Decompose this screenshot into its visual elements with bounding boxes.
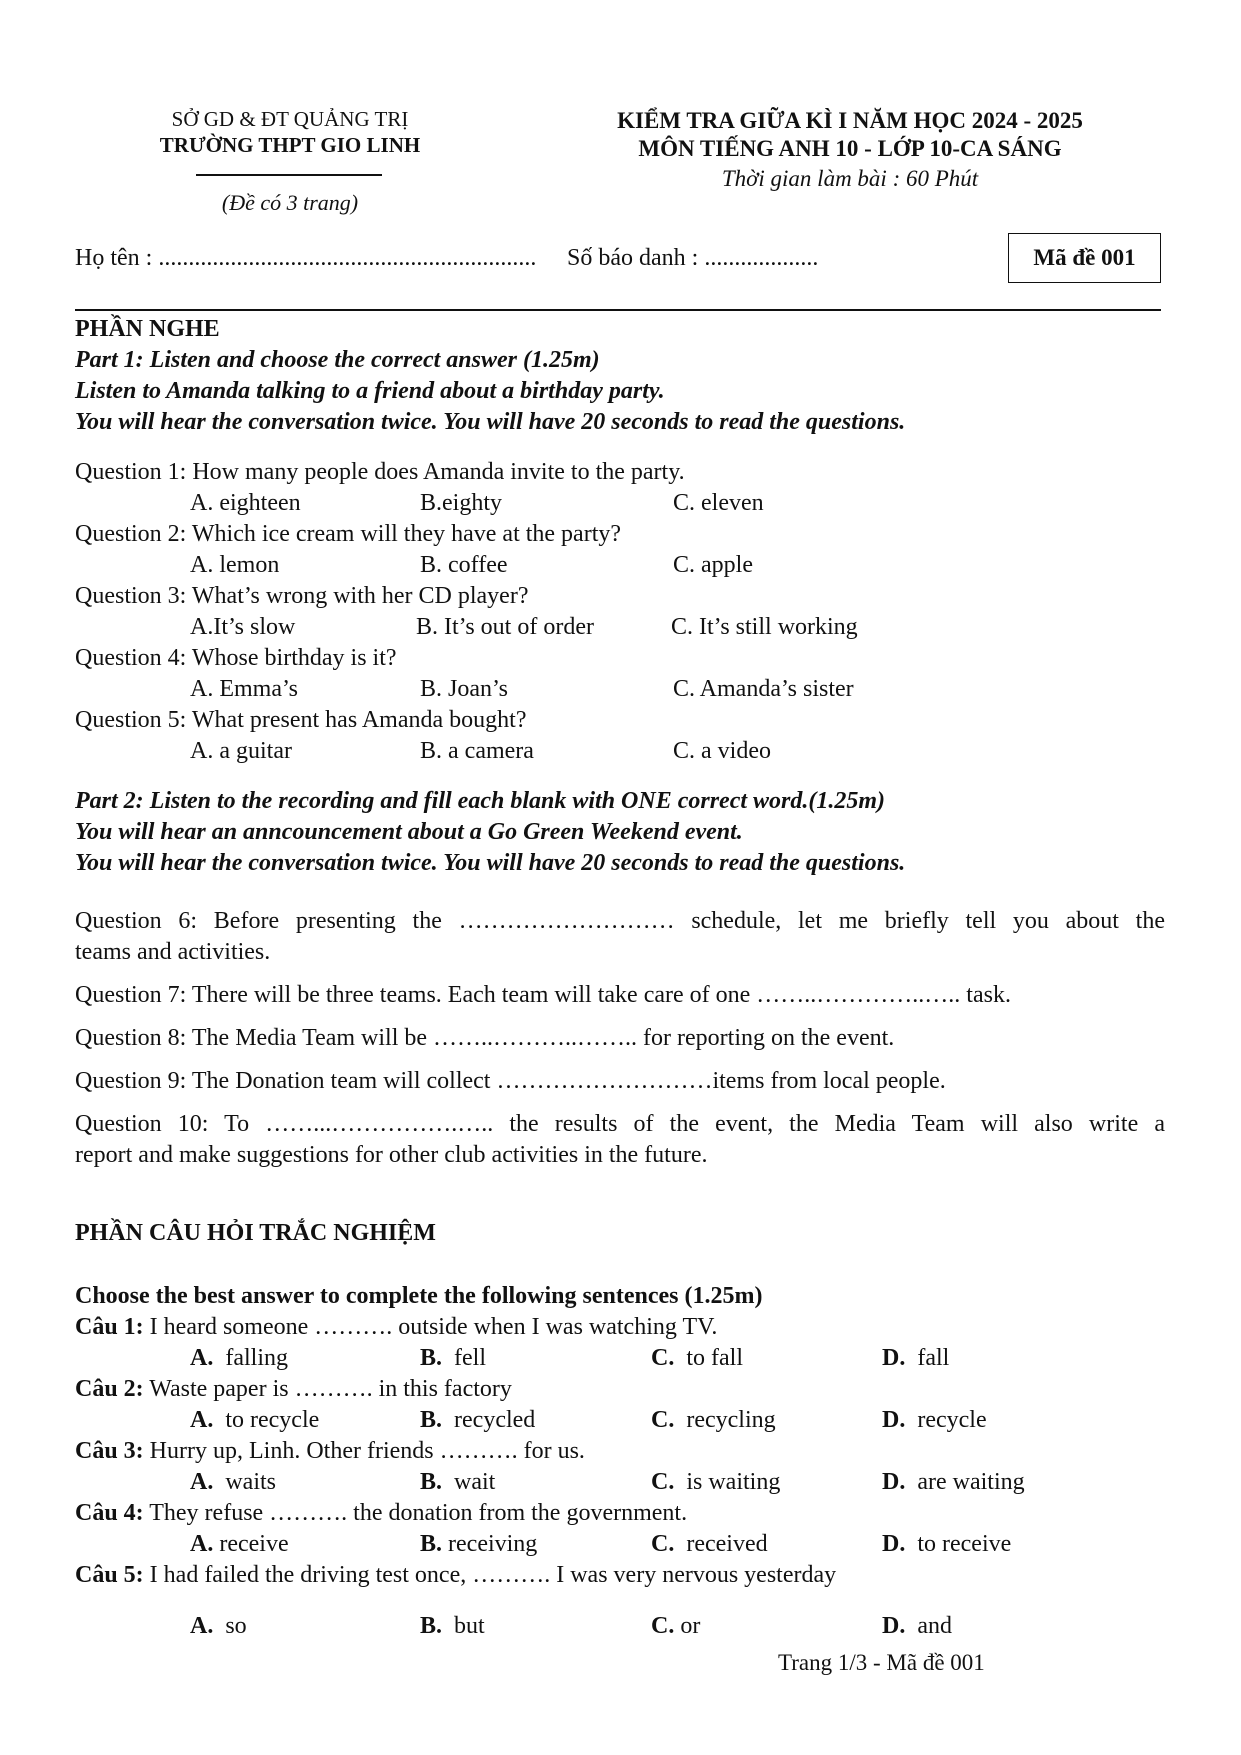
answer-option: A. so [190, 1613, 247, 1639]
question-text: Question 3: What’s wrong with her CD player? [75, 583, 529, 609]
answer-option: B. a camera [420, 738, 534, 764]
answer-option: A. lemon [190, 552, 280, 578]
answer-option: B. recycled [420, 1407, 536, 1433]
question-stem: I heard someone ………. outside when I was watching TV. [143, 1314, 718, 1340]
question-text [75, 1315, 717, 1339]
department-name: SỞ GD & ĐT QUẢNG TRỊ [171, 107, 409, 131]
answer-option: C. a video [673, 738, 771, 764]
part2-instruction: You will hear the conversation twice. You will have 20 seconds to read the questions. [75, 850, 906, 876]
question-text: Question 9: The Donation team will collect ………………………items from local people. [75, 1068, 946, 1094]
exam-duration: Thời gian làm bài : 60 Phút [721, 166, 979, 191]
school-name: TRƯỜNG THPT GIO LINH [159, 133, 421, 157]
page-footer: Trang 1/3 - Mã đề 001 [778, 1650, 985, 1675]
answer-option: B. wait [420, 1469, 496, 1495]
answer-option: C. Amanda’s sister [673, 676, 854, 702]
question-text: Question 7: There will be three teams. Each team will take care of one ……..…………..….. task. [75, 982, 1011, 1008]
part1-instruction: Listen to Amanda talking to a friend about a birthday party. [75, 378, 665, 404]
answer-option: D. recycle [882, 1407, 987, 1433]
question-text: Question 2: Which ice cream will they have at the party? [75, 521, 622, 547]
question-text: Question 8: The Media Team will be ……..………..…….. for reporting on the event. [75, 1025, 895, 1051]
question-text [75, 1439, 585, 1463]
answer-option: A.It’s slow [190, 614, 296, 640]
answer-option: C. is waiting [651, 1469, 781, 1495]
answer-option: B. Joan’s [420, 676, 509, 702]
question-label: Câu 3: [75, 1438, 144, 1464]
question-label: Câu 4: [75, 1500, 144, 1526]
listening-section-title: PHẦN NGHE [75, 316, 220, 342]
header-underline [196, 174, 382, 176]
answer-option: C. It’s still working [671, 614, 858, 640]
question-label: Câu 2: [75, 1376, 144, 1402]
question-text: teams and activities. [75, 939, 271, 965]
answer-option: D. to receive [882, 1531, 1012, 1557]
question-text: Question 5: What present has Amanda bought? [75, 707, 527, 733]
answer-option: B. receiving [420, 1531, 538, 1557]
answer-option: D. are waiting [882, 1469, 1025, 1495]
student-id-field: Số báo danh : ................... [567, 245, 819, 271]
answer-option: A. falling [190, 1345, 288, 1371]
answer-option: C. or [651, 1613, 701, 1639]
question-stem: I had failed the driving test once, ………. I was very nervous yesterday [143, 1562, 837, 1588]
pages-note: (Đề có 3 trang) [221, 190, 359, 215]
answer-option: B. It’s out of order [416, 614, 594, 640]
question-text [75, 1563, 836, 1587]
question-text: Question 1: How many people does Amanda invite to the party. [75, 459, 685, 485]
answer-option: B. but [420, 1613, 485, 1639]
header-divider [75, 309, 1161, 311]
question-text: Question 4: Whose birthday is it? [75, 645, 397, 671]
answer-option: C. apple [673, 552, 753, 578]
question-text: report and make suggestions for other club activities in the future. [75, 1142, 708, 1168]
answer-option: A. eighteen [190, 490, 301, 516]
answer-option: D. fall [882, 1345, 950, 1371]
question-text [75, 1377, 512, 1401]
question-text: Question 10: To ……...…………….….. the results of the event, the Media Team will also write a [75, 1111, 1165, 1137]
question-label: Câu 5: [75, 1562, 144, 1588]
question-text: Question 6: Before presenting the ……………………… schedule, let me briefly tell you about the [75, 908, 1165, 934]
exam-title: KIỂM TRA GIỮA KÌ I NĂM HỌC 2024 - 2025 [617, 108, 1083, 133]
multiple-choice-section-title: PHẦN CÂU HỎI TRẮC NGHIỆM [75, 1220, 436, 1246]
answer-option: B. fell [420, 1345, 486, 1371]
question-stem: Waste paper is ………. in this factory [143, 1376, 512, 1402]
exam-code-box: Mã đề 001 [1008, 233, 1161, 283]
answer-option: A. a guitar [190, 738, 292, 764]
part1-title: Part 1: Listen and choose the correct answer (1.25m) [75, 347, 600, 373]
answer-option: C. recycling [651, 1407, 776, 1433]
part2-title: Part 2: Listen to the recording and fill each blank with ONE correct word.(1.25m) [75, 788, 886, 814]
answer-option: C. eleven [673, 490, 764, 516]
question-stem: They refuse ………. the donation from the government. [143, 1500, 688, 1526]
answer-option: B.eighty [420, 490, 502, 516]
answer-option: D. and [882, 1613, 952, 1639]
answer-option: B. coffee [420, 552, 508, 578]
question-label: Câu 1: [75, 1314, 144, 1340]
multiple-choice-instruction: Choose the best answer to complete the following sentences (1.25m) [75, 1283, 763, 1309]
part2-instruction: You will hear an anncouncement about a Go Green Weekend event. [75, 819, 743, 845]
answer-option: C. to fall [651, 1345, 743, 1371]
answer-option: A. waits [190, 1469, 277, 1495]
answer-option: A. to recycle [190, 1407, 320, 1433]
question-text [75, 1501, 687, 1525]
student-name-field: Họ tên : ............................................................... [75, 245, 537, 271]
part1-instruction: You will hear the conversation twice. You will have 20 seconds to read the questions. [75, 409, 906, 435]
answer-option: A. Emma’s [190, 676, 298, 702]
answer-option: C. received [651, 1531, 768, 1557]
answer-option: A. receive [190, 1531, 289, 1557]
question-stem: Hurry up, Linh. Other friends ………. for us. [143, 1438, 585, 1464]
exam-subject: MÔN TIẾNG ANH 10 - LỚP 10-CA SÁNG [638, 136, 1062, 161]
